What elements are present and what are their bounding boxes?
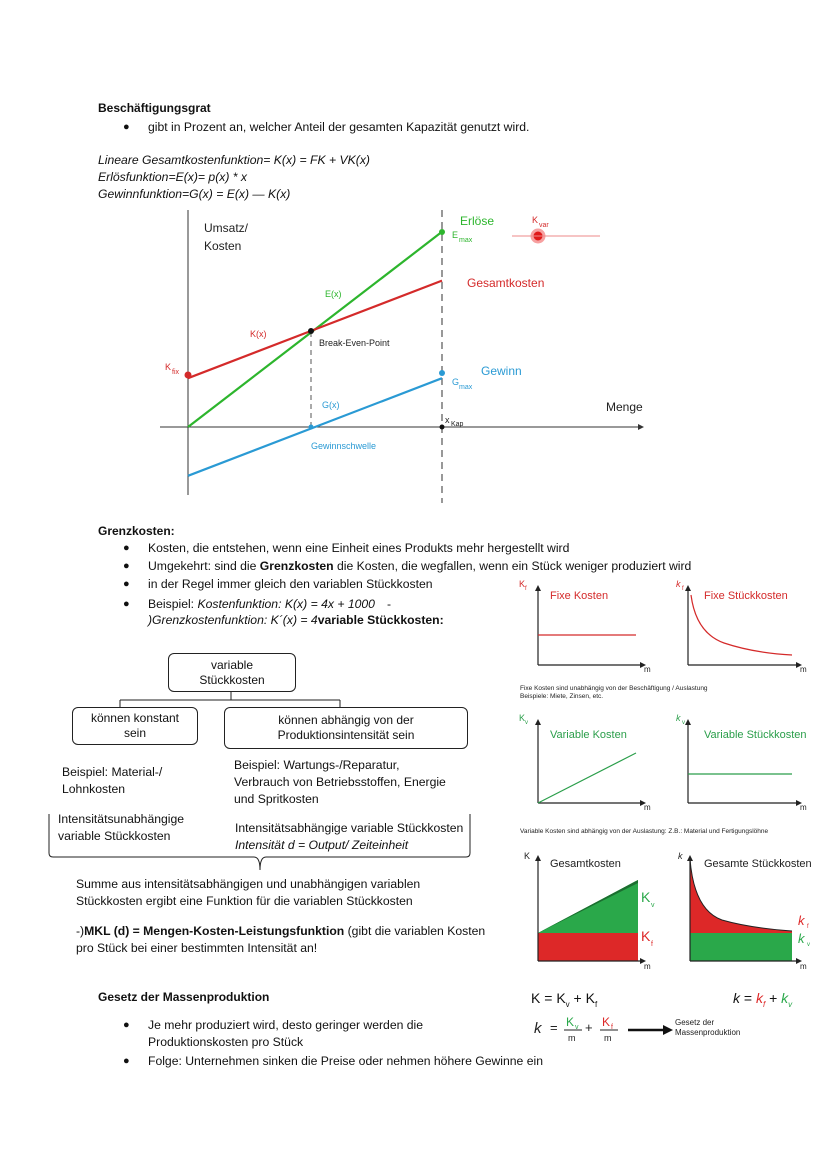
ylabel-line1: Umsatz/ [204,221,249,235]
gk-b2-pre: Umgekehrt: sind die [148,559,260,573]
xkap-marker [440,425,445,430]
gk-label-kf-sub: f [651,941,653,948]
chart-gesamtkosten [524,851,655,971]
fK-plus: + [573,990,582,1006]
gsk-area-variable [690,933,792,961]
tree-right-ex-l2: Verbrauch von Betriebsstoffen, Energie [234,775,446,789]
mkl-text [76,923,485,957]
gk-title: Gesamtkosten [550,858,621,870]
tree-right-def-l2: Intensität d = Output/ Zeiteinheit [235,838,409,852]
formula-fraction [530,1010,800,1050]
fK-f: f [594,999,598,1009]
ff-num1-sub: v [575,1024,579,1031]
vk-ylabel-sub: v [525,720,528,726]
fk-eq: = [743,990,753,1006]
gk-b4-italic: Kostenfunktion: K(x) = 4x + 1000 [197,597,375,611]
mkl-bold: MKL (d) = Mengen-Kosten-Leistungsfunktion [84,924,345,938]
vsk-ylabel-sub: v [682,720,685,726]
chart-variable-stueckkosten [676,713,807,812]
break-even-chart [150,205,650,505]
arrow-head [663,1025,673,1035]
fsk-title: Fixe Stückkosten [704,590,788,602]
gk-b4-pre: Beispiel: [148,597,198,611]
vsk-ylabel: k [676,713,681,723]
chart-fixe-kosten [519,579,651,674]
fK-Kf: K [585,990,595,1006]
summe-l1: Summe aus intensitätsabhängigen und unabhängigen variablen [76,877,421,891]
gk-b4-line2-italic: )Grenzkostenfunktion: K´(x) = 4 [148,613,318,627]
kfix-marker [185,372,192,379]
gk-bullet-1: Kosten, die entstehen, wenn eine Einheit eines Produkts mehr hergestellt wird [148,541,570,555]
label-gx: G(x) [322,400,340,410]
chart-fixe-stueckkosten [676,579,807,674]
formula-revenue: Erlösfunktion=E(x)= p(x) * x [98,170,248,184]
gsk-label-kv-sub: v [807,942,810,948]
fixe-stueckkosten-curve [691,595,792,655]
gk-xlabel: m [644,962,651,971]
heading-grenzkosten: Grenzkosten: [98,524,175,538]
capacity-text: gibt in Prozent an, welcher Anteil der gesamten Kapazität genutzt wird. [148,120,530,134]
heading-massenproduktion: Gesetz der Massenproduktion [98,990,270,1004]
fk-ylabel: K [519,579,526,589]
label-gmax-sub: max [459,384,473,391]
vsk-title: Variable Stückkosten [704,729,807,741]
ff-den1: m [568,1033,576,1043]
ff-num2: K [602,1015,611,1029]
xlabel-menge: Menge [606,400,643,414]
label-kx: K(x) [250,329,267,339]
tree-right-def-l1: Intensitätsabhängige variable Stückkosten [235,821,464,835]
fk-kv: k [781,990,789,1006]
tree-left [72,707,198,745]
gm-b1-l2: Produktionskosten pro Stück [148,1035,304,1049]
label-bep: Break-Even-Point [319,338,390,348]
ff-arrow-l1: Gesetz der [675,1018,715,1027]
fK-Kv: K [556,990,566,1006]
gm-b1-l1: Je mehr produziert wird, desto geringer werden die [148,1018,424,1032]
tree-left-example [62,764,162,798]
label-erloese: Erlöse [460,214,495,228]
chart-gesamte-stueckkosten [678,851,812,971]
ff-den2: m [604,1033,612,1043]
gewinnschwelle-marker [309,425,314,430]
bullet-dot: ● [123,121,130,133]
formula-k-total [733,990,792,1009]
caption-fix2: Beispiele: Miete, Zinsen, etc. [520,693,604,700]
ff-num1: K [566,1015,575,1029]
x-axis-arrow [638,424,644,430]
gsk-label-kv: k [798,931,805,946]
label-xkap-sub: Kap [451,421,464,428]
gk-label-kv: K [641,889,651,905]
fk-f: f [762,999,766,1009]
fk-title: Fixe Kosten [550,590,609,602]
bullet-dot: ● [123,560,130,572]
gm-bullet-1 [148,1017,423,1051]
tree-right-def [235,820,463,854]
emax-marker [439,229,445,235]
mkl-post: (gibt die variablen Kosten [344,924,486,938]
tree-root-l2: Stückkosten [199,673,265,687]
gm-bullet-2: Folge: Unternehmen sinken die Preise oder nehmen höhere Gewinne ein [148,1054,543,1068]
fk-k: k [733,990,740,1006]
bullet-dot: ● [123,578,130,590]
fsk-ylabel-sub: f [682,586,684,592]
tree-left-def [58,811,184,845]
tree-right-ex-l1: Beispiel: Wartungs-/Reparatur, [234,758,400,772]
gk-b2-post: die Kosten, die wegfallen, wenn ein Stück weniger produziert wird [333,559,692,573]
label-kvar-sub: var [539,222,549,229]
gmax-marker [439,370,445,376]
gsk-ylabel: k [678,851,683,861]
fK-K: K [531,990,541,1006]
formula-cost: Lineare Gesamtkostenfunktion= K(x) = FK + VK(x) [98,153,370,167]
gk-bullet-3: in der Regel immer gleich den variablen Stückkosten [148,577,433,591]
gk-b4-dash: - [386,597,392,611]
tree-right-l1: können abhängig von der [278,713,414,727]
fK-eq: = [544,990,553,1006]
bullet-dot: ● [123,1019,130,1031]
gk-label-kf: K [641,928,651,944]
ff-arrow-l2: Massenproduktion [675,1028,741,1037]
tree-left-l1: können konstant [90,711,180,725]
tree-left-ex-l2: Lohnkosten [62,782,126,796]
cost-charts-panel [510,575,828,995]
fsk-xlabel: m [800,665,807,674]
summe-l2: Stückkosten ergibt eine Funktion für die variablen Stückkosten [76,894,413,908]
tree-left-def-l1: Intensitätsunabhängige [58,812,185,826]
ff-k: k [534,1020,542,1037]
label-emax-sub: max [459,237,473,244]
gsk-title: Gesamte Stückkosten [704,858,812,870]
formula-profit: Gewinnfunktion=G(x) = E(x) — K(x) [98,187,291,201]
tree-root [168,653,296,692]
variable-kosten-line [538,753,636,803]
gk-bullet-2 [148,558,691,575]
caption-fix: Fixe Kosten sind unabhängig von der Beschäftigung / Auslastung [520,685,708,692]
label-gesamtkosten: Gesamtkosten [467,276,545,290]
tree-left-def-l2: variable Stückkosten [58,829,171,843]
label-xkap: x [445,415,450,425]
formula-K-total [531,990,597,1009]
vsk-xlabel: m [800,803,807,812]
tree-right-l2: Produktionsintensität sein [277,728,415,742]
mkl-l2: pro Stück bei einer bestimmten Intensität an! [76,941,318,955]
gk-ylabel: K [524,851,531,861]
gsk-label-kf-sub: f [807,924,809,930]
ylabel-line2: Kosten [204,239,242,253]
ff-num2-sub: f [611,1024,613,1031]
label-ex: E(x) [325,289,342,299]
gk-bullet-4-line2 [148,612,444,629]
label-gewinnschwelle: Gewinnschwelle [311,441,377,451]
label-gmax: G [452,377,460,387]
fk-ylabel-sub: f [525,586,527,592]
tree-left-l2: sein [123,726,146,740]
vk-xlabel: m [644,803,651,812]
mkl-pre: -) [76,924,85,938]
caption-var: Variable Kosten sind abhängig von der Auslastung: Z.B.: Material und Fertigungslöhne [520,828,769,835]
label-gewinn: Gewinn [481,364,522,378]
fk-kf: k [755,990,763,1006]
fk-plus: + [769,990,778,1006]
fk-xlabel: m [644,665,651,674]
tree-right-example [234,757,446,808]
gk-area-fix [538,933,638,961]
series-line-kx [188,281,442,379]
bullet-dot: ● [123,542,130,554]
heading-beschaeftigungsgrad: Beschäftigungsgrat [98,101,211,115]
fsk-ylabel: k [676,579,681,589]
bullet-dot: ● [123,1055,130,1067]
break-even-point-marker [308,328,314,334]
fK-v: v [565,999,570,1009]
gk-bullet-4 [148,596,391,613]
label-emax: E [452,230,459,240]
gsk-xlabel: m [800,962,807,971]
ff-plus: + [585,1020,593,1035]
summe-text [76,876,420,910]
tree-right-ex-l3: und Spritkosten [234,792,319,806]
vk-ylabel: K [519,713,526,723]
gk-b2-bold: Grenzkosten [259,559,334,573]
label-kfix: K [165,362,172,372]
fk-v: v [788,999,793,1009]
gk-b4-line2-bold: variable Stückkosten: [317,613,444,627]
gsk-label-kf: k [798,913,805,928]
gk-label-kv-sub: v [651,902,655,909]
vk-title: Variable Kosten [550,729,627,741]
bullet-dot: ● [123,598,130,610]
ff-eq: = [550,1020,558,1035]
chart-variable-kosten [519,713,651,812]
tree-root-l1: variable [210,658,254,672]
label-kfix-sub: fix [172,369,179,376]
tree-right [224,707,468,749]
label-kvar: K [532,215,539,225]
tree-left-ex-l1: Beispiel: Material-/ [62,765,163,779]
